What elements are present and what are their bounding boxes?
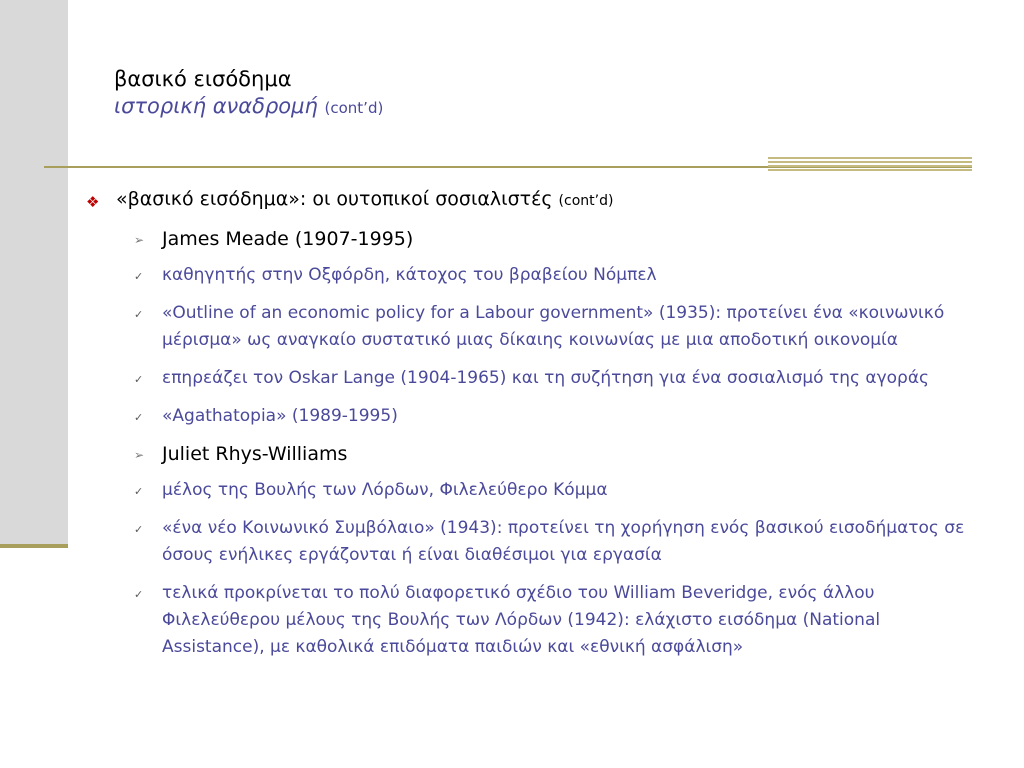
arrow-bullet-icon: ➢ xyxy=(134,233,145,247)
section-heading xyxy=(78,186,988,214)
section-cont-label: (cont’d) xyxy=(558,193,614,209)
list-item-text: καθηγητής στην Οξφόρδη, κάτοχος του βραβείου Νόμπελ xyxy=(162,265,657,285)
slide-title xyxy=(114,66,383,122)
list-item xyxy=(78,477,988,504)
person-name: Juliet Rhys-Williams xyxy=(162,443,348,465)
title-subtitle-text: ιστορική αναδρομή xyxy=(114,94,318,118)
list-item-text: μέλος της Βουλής των Λόρδων, Φιλελεύθερο Κόμμα xyxy=(162,480,608,500)
person-name: James Meade (1907-1995) xyxy=(162,228,414,250)
check-bullet-icon: ✓ xyxy=(134,308,144,321)
person-item xyxy=(78,226,988,252)
check-bullet-icon: ✓ xyxy=(134,411,144,424)
side-decoration-bar xyxy=(0,0,68,546)
diamond-bullet-icon: ❖ xyxy=(86,193,100,211)
list-item xyxy=(78,365,988,392)
title-cont-label: (cont’d) xyxy=(324,99,384,117)
person-item xyxy=(78,441,988,467)
arrow-bullet-icon: ➢ xyxy=(134,448,145,462)
list-item-text: επηρεάζει τον Oskar Lange (1904-1965) και τη συζήτηση για ένα σοσιαλισμό της αγοράς xyxy=(162,368,930,388)
list-item xyxy=(78,300,988,354)
title-subtitle xyxy=(114,93,383,122)
list-item xyxy=(78,580,988,661)
check-bullet-icon: ✓ xyxy=(134,523,144,536)
divider-decoration xyxy=(768,157,972,173)
list-item xyxy=(78,515,988,569)
list-item-text: «Agathatopia» (1989-1995) xyxy=(162,406,398,426)
check-bullet-icon: ✓ xyxy=(134,588,144,601)
side-decoration-edge xyxy=(0,544,68,548)
list-item-text: «ένα νέο Κοινωνικό Συμβόλαιο» (1943): προτείνει τη χορήγηση ενός βασικού εισοδήματος σε όσους ενήλικες εργάζονται ή είναι διαθέσιμοι για εργασία xyxy=(162,518,965,565)
check-bullet-icon: ✓ xyxy=(134,485,144,498)
section-heading-text: «βασικό εισόδημα»: οι ουτοπικοί σοσιαλιστές xyxy=(116,188,553,210)
slide-content xyxy=(78,186,988,672)
list-item-text: τελικά προκρίνεται το πολύ διαφορετικό σχέδιο του William Beveridge, ενός άλλου Φιλελεύθερου μέλους της Βουλής των Λόρδων (1942): ελάχιστο εισόδημα (National Assistance), με καθολικά επιδόματα παιδιών και «εθνική ασφάλιση» xyxy=(162,583,881,657)
list-item xyxy=(78,403,988,430)
list-item xyxy=(78,262,988,289)
title-main: βασικό εισόδημα xyxy=(114,67,292,91)
list-item-text: «Outline of an economic policy for a Labour government» (1935): προτείνει ένα «κοινωνικό μέρισμα» ως αναγκαίο συστατικό μιας δίκαιης κοινωνίας με μια αποδοτική οικονομία xyxy=(162,303,945,350)
check-bullet-icon: ✓ xyxy=(134,373,144,386)
check-bullet-icon: ✓ xyxy=(134,270,144,283)
